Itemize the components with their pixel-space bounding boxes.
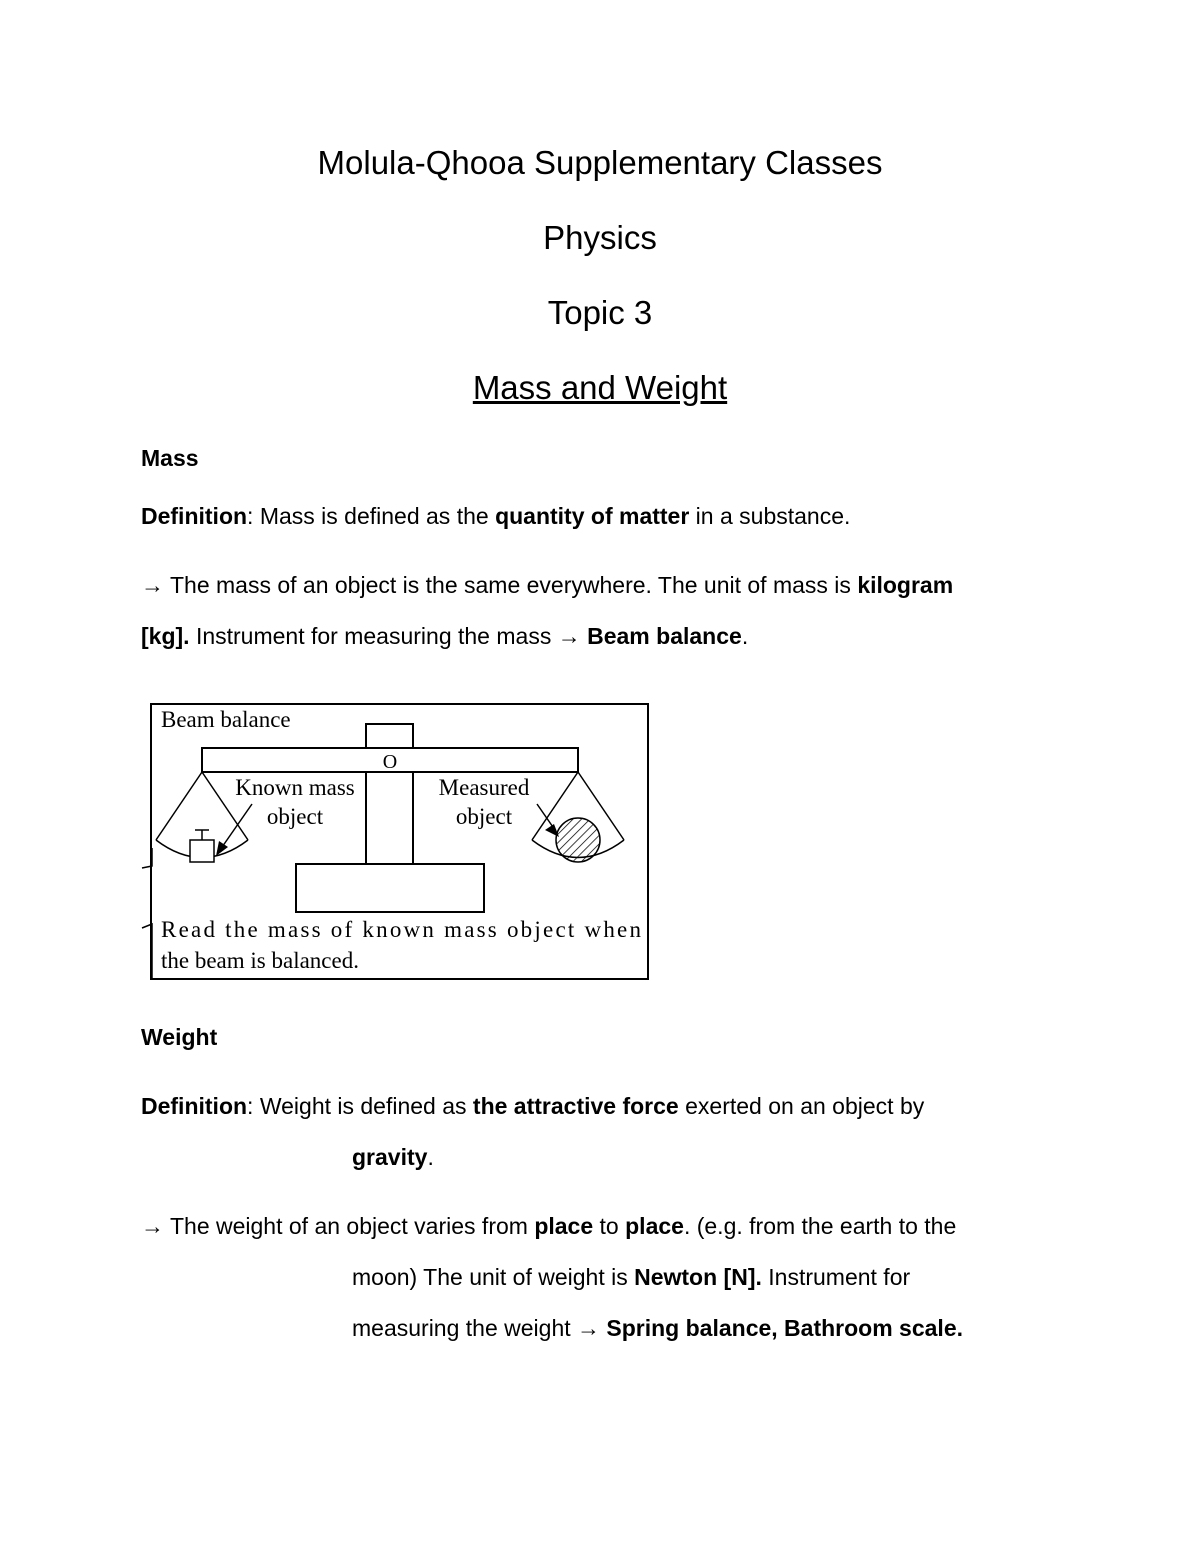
topic-number: Topic 3 bbox=[547, 294, 653, 331]
caption-line-2: the beam is balanced. bbox=[161, 948, 359, 973]
mass-paragraph-line-1: → The mass of an object is the same everywhere. The unit of mass is kilogram bbox=[141, 572, 954, 598]
measured-object-label-line-1: Measured bbox=[438, 775, 530, 800]
measured-object bbox=[556, 818, 600, 862]
subject-heading: Physics bbox=[543, 219, 657, 256]
base bbox=[296, 864, 484, 912]
known-mass-weight bbox=[190, 830, 214, 862]
weight-paragraph-line-2: moon) The unit of weight is Newton [N]. Instrument for bbox=[352, 1264, 911, 1290]
known-mass-label-line-1: Known mass bbox=[235, 775, 355, 800]
diagram-title: Beam balance bbox=[161, 707, 291, 732]
caption-line-1: Read the mass of known mass object when bbox=[161, 917, 641, 942]
mass-paragraph-line-2: [kg]. Instrument for measuring the mass → Beam balance. bbox=[141, 623, 749, 649]
beam-balance-diagram bbox=[140, 700, 652, 982]
measured-object-arrow bbox=[537, 804, 559, 837]
mass-definition: Definition: Mass is defined as the quantity of matter in a substance. bbox=[141, 503, 851, 529]
weight-definition-continued: gravity. bbox=[352, 1144, 434, 1170]
mass-heading: Mass bbox=[141, 445, 199, 471]
weight-paragraph-line-1: → The weight of an object varies from place to place. (e.g. from the earth to the bbox=[141, 1213, 957, 1239]
pivot-label: O bbox=[382, 751, 398, 773]
topic-title: Mass and Weight bbox=[472, 369, 728, 406]
weight-paragraph-line-3: measuring the weight → Spring balance, Bathroom scale. bbox=[352, 1315, 964, 1341]
known-mass-label-line-2: object bbox=[266, 804, 324, 829]
weight-heading: Weight bbox=[141, 1024, 218, 1050]
weight-definition: Definition: Weight is defined as the attractive force exerted on an object by bbox=[141, 1093, 925, 1119]
stand-top-block bbox=[366, 724, 413, 748]
pillar bbox=[366, 772, 413, 864]
measured-object-label-line-2: object bbox=[455, 804, 513, 829]
document-title: Molula-Qhooa Supplementary Classes bbox=[317, 144, 883, 181]
